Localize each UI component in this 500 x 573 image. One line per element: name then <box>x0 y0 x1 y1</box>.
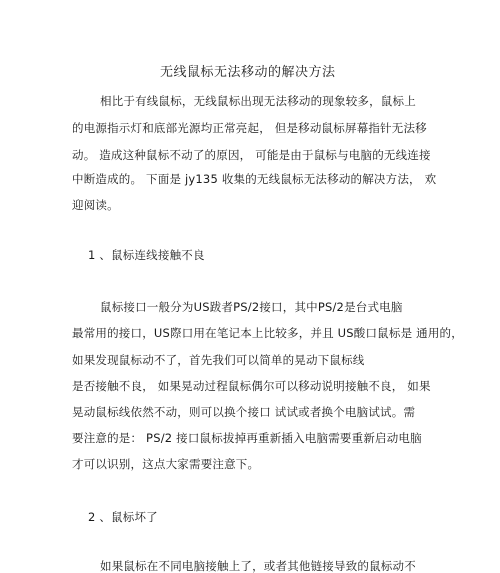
intro-line: 的电源指示灯和底部光源均正常亮起， 但是移动鼠标屏幕指针无法移 <box>72 121 427 135</box>
intro-line: 中断造成的。 下面是 jy135 收集的无线鼠标无法移动的解决方法， 欢 <box>72 172 437 186</box>
paragraph-line: 如果发现鼠标动不了，首先我们可以简单的晃动下鼠标线 <box>72 353 365 367</box>
paragraph-line: 是否接触不良， 如果晃动过程鼠标偶尔可以移动说明接触不良， 如果 <box>72 379 431 393</box>
intro-line: 动。 造成这种鼠标不动了的原因， 可能是由于鼠标与电脑的无线连接 <box>72 148 431 162</box>
intro-line: 迎阅读。 <box>72 198 119 212</box>
section-heading: 1 、鼠标连线接触不良 <box>88 248 205 262</box>
intro-line: 相比于有线鼠标，无线鼠标出现无法移动的现象较多，鼠标上 <box>100 94 416 108</box>
paragraph-line: 如果鼠标在不同电脑接触上了，或者其他链接导致的鼠标动不 <box>100 559 416 573</box>
paragraph-line: 鼠标接口一般分为US跋者PS/2接口，其中PS/2是台式电脑 <box>100 300 403 314</box>
paragraph-line: 才可以识别，这点大家需要注意下。 <box>72 457 260 471</box>
section-heading: 2 、鼠标坏了 <box>88 510 158 524</box>
paragraph-line: 要注意的是： PS/2 接口鼠标拔掉再重新插入电脑需要重新启动电脑 <box>72 431 422 445</box>
document-title: 无线鼠标无法移动的解决方法 <box>160 65 336 80</box>
paragraph-line: 最常用的接口，US際口用在笔记本上比较多，并且 US酸口鼠标是 通用的， <box>72 326 463 340</box>
paragraph-line: 晃动鼠标线依然不动，则可以换个接口 试试或者换个电脑试试。需 <box>72 405 416 419</box>
